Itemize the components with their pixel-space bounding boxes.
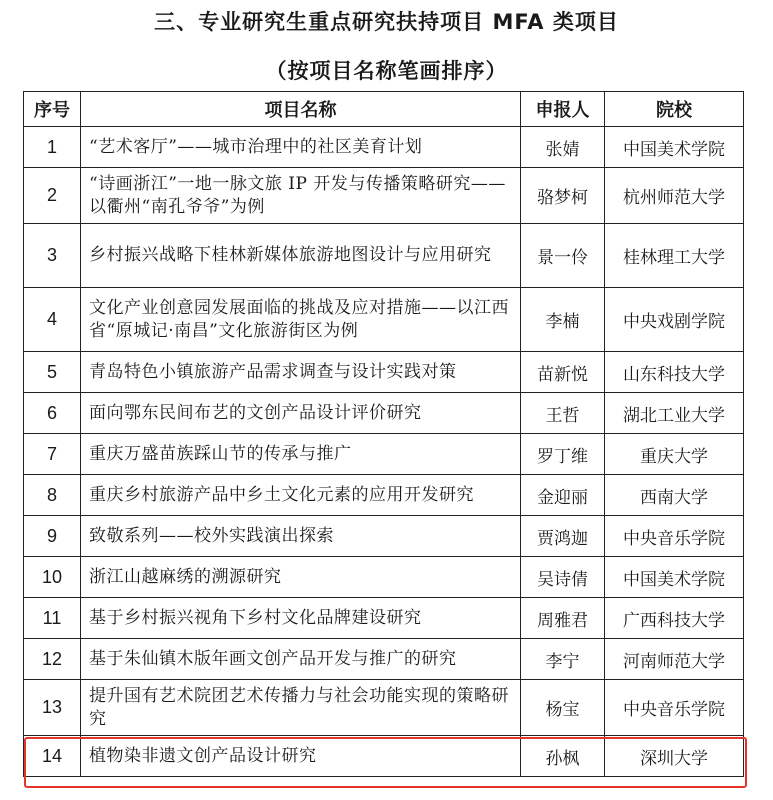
- row-index: 10: [24, 557, 81, 598]
- table-row: [24, 598, 744, 639]
- row-project-name: 基于乡村振兴视角下乡村文化品牌建设研究: [81, 598, 521, 639]
- row-school: 中央音乐学院: [605, 516, 744, 557]
- table-row: [24, 680, 744, 736]
- row-index: 4: [24, 288, 81, 352]
- row-school: 重庆大学: [605, 434, 744, 475]
- row-project-name: 植物染非遗文创产品设计研究: [81, 736, 521, 777]
- row-index: 7: [24, 434, 81, 475]
- row-index: 1: [24, 127, 81, 168]
- row-applicant: 李楠: [521, 288, 605, 352]
- row-applicant: 周雅君: [521, 598, 605, 639]
- row-index: 13: [24, 680, 81, 736]
- table-row: [24, 393, 744, 434]
- row-index: 9: [24, 516, 81, 557]
- header-school: 院校: [605, 92, 744, 127]
- table-row: [24, 475, 744, 516]
- row-index: 6: [24, 393, 81, 434]
- row-school: 杭州师范大学: [605, 168, 744, 224]
- row-project-name: 浙江山越麻绣的溯源研究: [81, 557, 521, 598]
- row-index: 11: [24, 598, 81, 639]
- table-row: [24, 168, 744, 224]
- row-applicant: 吴诗倩: [521, 557, 605, 598]
- row-school: 中央音乐学院: [605, 680, 744, 736]
- row-project-name: 基于朱仙镇木版年画文创产品开发与推广的研究: [81, 639, 521, 680]
- row-applicant: 李宁: [521, 639, 605, 680]
- row-project-name: 面向鄂东民间布艺的文创产品设计评价研究: [81, 393, 521, 434]
- row-applicant: 金迎丽: [521, 475, 605, 516]
- header-project-name: 项目名称: [81, 92, 521, 127]
- table-row-highlighted: [24, 736, 744, 777]
- row-project-name: 重庆万盛苗族踩山节的传承与推广: [81, 434, 521, 475]
- row-school: 西南大学: [605, 475, 744, 516]
- row-applicant: 贾鸿迦: [521, 516, 605, 557]
- row-project-name: 青岛特色小镇旅游产品需求调查与设计实践对策: [81, 352, 521, 393]
- table-row: [24, 352, 744, 393]
- table-row: [24, 434, 744, 475]
- row-school: 广西科技大学: [605, 598, 744, 639]
- row-applicant: 景一伶: [521, 224, 605, 288]
- projects-table: [23, 91, 744, 777]
- row-applicant: 苗新悦: [521, 352, 605, 393]
- row-school: 中国美术学院: [605, 127, 744, 168]
- table-row: [24, 288, 744, 352]
- row-index: 3: [24, 224, 81, 288]
- row-index: 14: [24, 736, 81, 777]
- row-applicant: 罗丁维: [521, 434, 605, 475]
- row-school: 湖北工业大学: [605, 393, 744, 434]
- row-school: 深圳大学: [605, 736, 744, 777]
- row-school: 桂林理工大学: [605, 224, 744, 288]
- header-applicant: 申报人: [521, 92, 605, 127]
- row-school: 中国美术学院: [605, 557, 744, 598]
- row-project-name: “艺术客厅”——城市治理中的社区美育计划: [81, 127, 521, 168]
- row-index: 5: [24, 352, 81, 393]
- row-project-name: “诗画浙江”一地一脉文旅 IP 开发与传播策略研究——以衢州“南孔爷爷”为例: [81, 168, 521, 224]
- row-project-name: 乡村振兴战略下桂林新媒体旅游地图设计与应用研究: [81, 224, 521, 288]
- section-subtitle: （按项目名称笔画排序）: [265, 59, 508, 83]
- row-index: 2: [24, 168, 81, 224]
- row-project-name: 文化产业创意园发展面临的挑战及应对措施——以江西省“原城记·南昌”文化旅游街区为例: [81, 288, 521, 352]
- row-applicant: 骆梦柯: [521, 168, 605, 224]
- row-applicant: 杨宝: [521, 680, 605, 736]
- row-applicant: 王哲: [521, 393, 605, 434]
- table-row: [24, 557, 744, 598]
- row-school: 中央戏剧学院: [605, 288, 744, 352]
- header-index: 序号: [24, 92, 81, 127]
- row-project-name: 提升国有艺术院团艺术传播力与社会功能实现的策略研究: [81, 680, 521, 736]
- table-row: [24, 127, 744, 168]
- row-applicant: 孙枫: [521, 736, 605, 777]
- row-applicant: 张婧: [521, 127, 605, 168]
- table-row: [24, 516, 744, 557]
- row-school: 山东科技大学: [605, 352, 744, 393]
- row-index: 8: [24, 475, 81, 516]
- section-title: 三、专业研究生重点研究扶持项目 MFA 类项目: [154, 10, 619, 34]
- row-index: 12: [24, 639, 81, 680]
- table-header-row: [24, 92, 744, 127]
- row-school: 河南师范大学: [605, 639, 744, 680]
- row-project-name: 致敬系列——校外实践演出探索: [81, 516, 521, 557]
- table-row: [24, 639, 744, 680]
- row-project-name: 重庆乡村旅游产品中乡土文化元素的应用开发研究: [81, 475, 521, 516]
- table-row: [24, 224, 744, 288]
